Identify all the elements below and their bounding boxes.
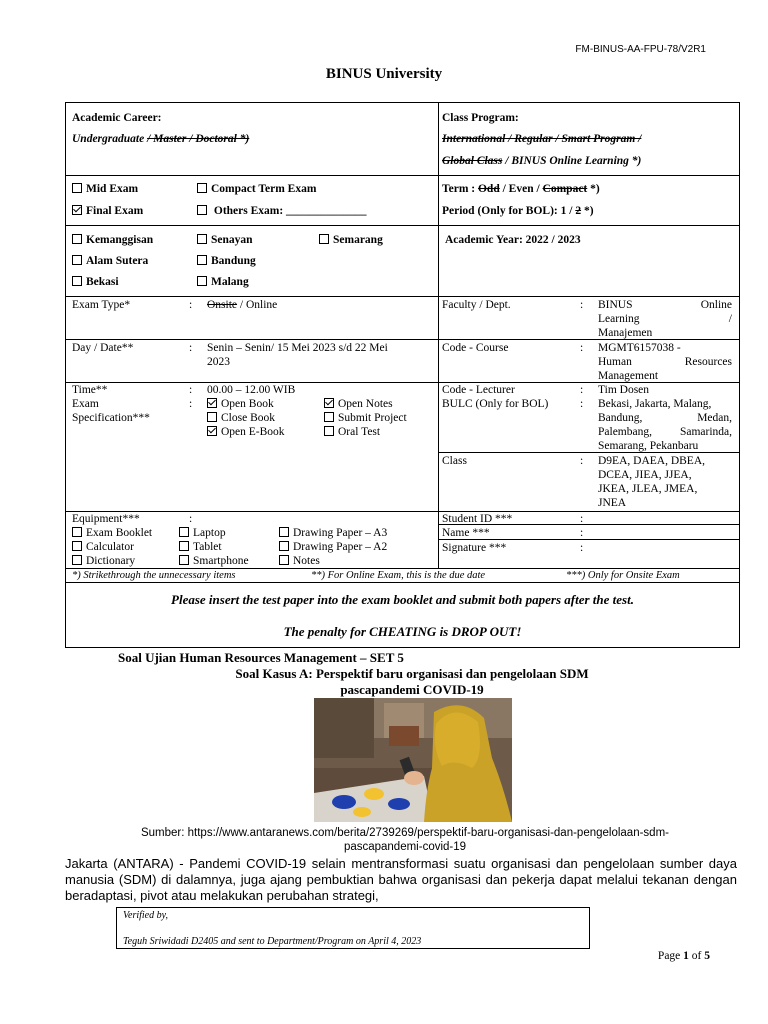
- code-lecturer-label: Code - Lecturer: [442, 384, 515, 396]
- exam-header-table: Academic Career: Undergraduate / Master / Doctoral *) Class Program: International / Regular / Smart Program / Global Class / BINUS Online Learning *) Mid Exam Compact Term Exam Final Exam Others Exam: ______________ Term : Odd / Even / Compact *) Period (Only for BOL): 1 / 2 *) Kemanggisan Senayan Semarang Alam Sutera Bandung Bekasi Malang Academic Year: 2022 / 2023 Exam Type* : Onsite / Online Faculty / Dept. : BINUS Online Learning / Manajemen Day / Date** : Senin – Senin/ 15 Mei 2023 s/d 22 Mei 2023 Code - Course : MGMT6157038 - Human Resources Management Time** : 00.00 – 12.00 WIB Code - Lecturer : Tim Dosen Exam Specification*** : Open Book Open Notes Close Book Submit Project Open E-Book Oral Test BULC (Only for BOL) : Bekasi, Jakarta, Malang, Bandung, Medan, Palembang, Samarinda, Semarang, Pekanbaru Class : D9EA, DAEA, DBEA, DCEA, JIEA, JJEA, JKEA, JLEA, JMEA, JNEA Equipment*** : Exam Booklet Laptop Drawing Paper – A3 Calculator Tablet Drawing Paper – A2 Dictionary Smartphone Notes Student ID *** : Name *** : Signature *** : *) Strikethrough the unnecessary items **) For Online Exam, this is the due date ***) Only for Onsite Exam Please insert the test paper into the exam booklet and submit both papers after the test. The penalty for CHEATING is DROP OUT!: [65, 102, 740, 648]
- checked-checkbox-icon: [207, 398, 217, 408]
- equip-calculator: Calculator: [72, 540, 134, 554]
- spec-submit-project: Submit Project: [324, 411, 407, 425]
- exam-type-value: Onsite / Online: [207, 299, 278, 311]
- bulc-label: BULC (Only for BOL): [442, 398, 549, 410]
- code-lecturer-value: Tim Dosen: [598, 384, 650, 396]
- checkbox-icon: [179, 527, 189, 537]
- article-paragraph: Jakarta (ANTARA) - Pandemi COVID-19 selain mentransformasi suatu organisasi dan pengelolaan sumber daya manusia (SDM) di dalamnya, juga ajang pembuktian bahwa organisasi dan pekerja dapat melalui tekanan dengan beradaptasi, pivot atau melakukan perubahan strategi,: [65, 856, 737, 903]
- equipment-label: Equipment***: [72, 513, 140, 525]
- exam-spec-label: Exam: [72, 398, 99, 410]
- verification-box: [116, 907, 590, 949]
- checkbox-icon: [72, 255, 82, 265]
- case-title: Soal Kasus A: Perspektif baru organisasi dan pengelolaan SDM: [235, 666, 589, 681]
- academic-year: Academic Year: 2022 / 2023: [445, 234, 581, 246]
- footnote-due-date: **) For Online Exam, this is the due date: [311, 570, 486, 581]
- academic-career-label: Academic Career:: [72, 112, 162, 124]
- verified-label: Verified by,: [123, 910, 168, 921]
- student-id-field[interactable]: :: [580, 513, 584, 525]
- spec-open-book: Open Book: [207, 397, 274, 411]
- equip-drawing-a3: Drawing Paper – A3: [279, 526, 387, 540]
- form-code: FM-BINUS-AA-FPU-78/V2R1: [575, 44, 706, 55]
- checkbox-icon: [279, 541, 289, 551]
- checkbox-icon: [197, 255, 207, 265]
- footnote-strikethrough: *) Strikethrough the unnecessary items: [72, 570, 236, 581]
- class-value: D9EA, DAEA, DBEA,: [598, 455, 706, 467]
- equip-exam-booklet: Exam Booklet: [72, 526, 152, 540]
- equip-drawing-a2: Drawing Paper – A2: [279, 540, 387, 554]
- page-number: Page 1 of 5: [657, 950, 710, 962]
- signature-field[interactable]: :: [580, 542, 584, 554]
- checkbox-icon: [72, 555, 82, 565]
- checkbox-icon: [72, 541, 82, 551]
- campus-semarang: Semarang: [319, 233, 383, 247]
- checkbox-icon: [179, 541, 189, 551]
- checkbox-icon: [179, 555, 189, 565]
- code-course-label: Code - Course: [442, 342, 509, 354]
- notice-insert-paper: Please insert the test paper into the exam booklet and submit both papers after the test.: [171, 592, 634, 607]
- campus-alam-sutera: Alam Sutera: [72, 254, 148, 268]
- spec-close-book: Close Book: [207, 411, 275, 425]
- article-photo: [314, 698, 512, 822]
- bulc-value: Bekasi, Jakarta, Malang,: [598, 398, 712, 410]
- class-program-struck: International / Regular / Smart Program /: [442, 133, 642, 145]
- others-exam-option: Others Exam: ______________: [197, 204, 367, 218]
- final-exam-option: Final Exam: [72, 204, 143, 218]
- footnote-onsite: ***) Only for Onsite Exam: [566, 570, 680, 581]
- spec-open-notes: Open Notes: [324, 397, 393, 411]
- mid-exam-option: Mid Exam: [72, 182, 138, 196]
- checkbox-icon: [207, 412, 217, 422]
- time-label: Time**: [72, 384, 108, 396]
- exam-title: Soal Ujian Human Resources Management – SET 5: [118, 650, 404, 665]
- academic-career-value: Undergraduate / Master / Doctoral *): [72, 133, 250, 145]
- compact-exam-option: Compact Term Exam: [197, 182, 316, 196]
- campus-bandung: Bandung: [197, 254, 256, 268]
- class-program-value: Global Class / BINUS Online Learning *): [442, 155, 642, 167]
- case-subtitle: pascapandemi COVID-19: [340, 682, 484, 697]
- source-citation: Sumber: https://www.antaranews.com/berita/2739269/perspektif-baru-organisasi-dan-pengelolaan-sdm- pascapandemi-covid-19: [140, 827, 669, 853]
- signature-label: Signature ***: [442, 542, 507, 554]
- checkbox-icon: [324, 412, 334, 422]
- code-course-value: MGMT6157038 -: [598, 342, 681, 354]
- term: Term : Odd / Even / Compact *): [442, 183, 600, 195]
- checked-checkbox-icon: [324, 398, 334, 408]
- equip-tablet: Tablet: [179, 540, 222, 554]
- checkbox-icon: [197, 183, 207, 193]
- equip-laptop: Laptop: [179, 526, 226, 540]
- equip-dictionary: Dictionary: [72, 554, 135, 568]
- equip-notes: Notes: [279, 554, 320, 568]
- class-program-label: Class Program:: [442, 112, 519, 124]
- time-value: 00.00 – 12.00 WIB: [207, 384, 296, 396]
- spec-open-ebook: Open E-Book: [207, 425, 285, 439]
- notice-cheating: The penalty for CHEATING is DROP OUT!: [283, 624, 522, 639]
- checkbox-icon: [197, 205, 207, 215]
- checkbox-icon: [72, 276, 82, 286]
- faculty-value: BINUS Online: [598, 299, 732, 311]
- checkbox-icon: [72, 234, 82, 244]
- checkbox-icon: [197, 276, 207, 286]
- exam-type-label: Exam Type*: [72, 299, 131, 311]
- university-title: BINUS University: [325, 66, 443, 82]
- campus-malang: Malang: [197, 275, 249, 289]
- day-date-value: Senin – Senin/ 15 Mei 2023 s/d 22 Mei: [207, 342, 388, 354]
- class-label: Class: [442, 455, 467, 467]
- campus-senayan: Senayan: [197, 233, 253, 247]
- checkbox-icon: [324, 426, 334, 436]
- name-field[interactable]: :: [580, 527, 584, 539]
- period: Period (Only for BOL): 1 / 2 *): [442, 205, 594, 217]
- checked-checkbox-icon: [72, 205, 82, 215]
- spec-oral-test: Oral Test: [324, 425, 380, 439]
- student-id-label: Student ID ***: [442, 513, 513, 525]
- equip-smartphone: Smartphone: [179, 554, 249, 568]
- checkbox-icon: [197, 234, 207, 244]
- campus-bekasi: Bekasi: [72, 275, 119, 289]
- checked-checkbox-icon: [207, 426, 217, 436]
- checkbox-icon: [279, 527, 289, 537]
- checkbox-icon: [319, 234, 329, 244]
- verified-text: Teguh Sriwidadi D2405 and sent to Department/Program on April 4, 2023: [123, 936, 422, 947]
- campus-kemanggisan: Kemanggisan: [72, 233, 153, 247]
- checkbox-icon: [72, 527, 82, 537]
- checkbox-icon: [279, 555, 289, 565]
- name-label: Name ***: [442, 527, 490, 539]
- faculty-label: Faculty / Dept.: [442, 299, 511, 311]
- woman-with-phone-illustration: [314, 698, 512, 822]
- checkbox-icon: [72, 183, 82, 193]
- day-date-label: Day / Date**: [72, 342, 134, 354]
